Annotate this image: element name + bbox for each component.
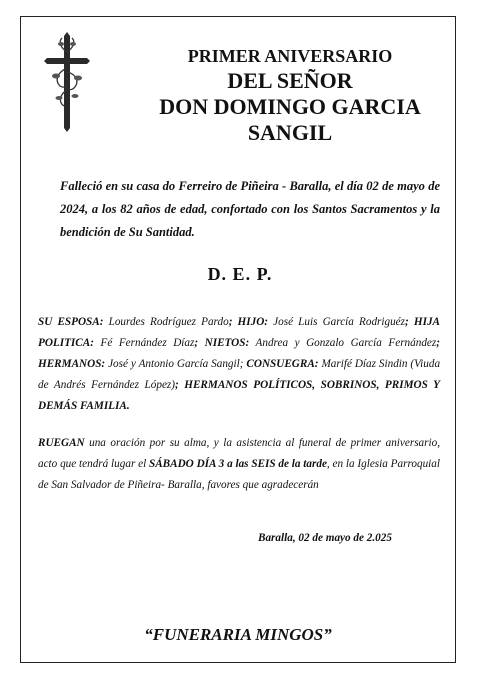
grandchildren-names: Andrea y Gonzalo García Fernández bbox=[255, 337, 437, 349]
family-paragraph bbox=[38, 312, 440, 417]
dep-heading: D. E. P. bbox=[207, 264, 273, 284]
coparent-name: Marifé Díaz Sindin (Viuda de Andrés Fernández López) bbox=[38, 358, 441, 391]
daughter-in-law-label: ; HIJA POLITICA: bbox=[38, 316, 440, 349]
request-paragraph bbox=[38, 433, 440, 496]
spouse-label: SU ESPOSA: bbox=[38, 316, 104, 328]
funeral-time: SÁBADO DÍA 3 a las SEIS de la tarde bbox=[149, 458, 327, 470]
request-label: RUEGAN bbox=[38, 437, 85, 449]
son-name: José Luis García Rodriguéz bbox=[273, 316, 406, 328]
son-label: ; HIJO: bbox=[228, 316, 269, 328]
death-notice-text: Falleció en su casa do Ferreiro de Piñeira - Baralla, el día 02 de mayo de 2024, a los 82 años de edad, confortado con los Santos Sacramentos y la bendición de Su Santidad. bbox=[60, 179, 440, 239]
request-text-2: , en la Iglesia Parroquial de San Salvador de Piñeira- Baralla, favores que agradecerán bbox=[38, 458, 440, 491]
request-text-1: una oración por su alma, y la asistencia al funeral de primer aniversario, acto que tendrá lugar el bbox=[38, 437, 440, 470]
spouse-name: Lourdes Rodríguez Pardo bbox=[108, 316, 229, 328]
heading-surname: SANGIL bbox=[247, 120, 333, 145]
siblings-names: José y Antonio García Sangil; bbox=[108, 358, 244, 370]
heading-anniversary: PRIMER ANIVERSARIO bbox=[187, 46, 393, 66]
daughter-in-law-name: Fé Fernández Díaz bbox=[100, 337, 195, 349]
coparent-label: CONSUEGRA: bbox=[246, 358, 319, 370]
other-family: ; HERMANOS POLÍTICOS, SOBRINOS, PRIMOS Y DEMÁS FAMILIA. bbox=[38, 379, 440, 412]
grandchildren-label: ; NIETOS: bbox=[194, 337, 250, 349]
funeral-home-name: “FUNERARIA MINGOS” bbox=[144, 625, 332, 644]
heading-name: DON DOMINGO GARCIA bbox=[159, 94, 421, 119]
cross-icon bbox=[44, 32, 90, 132]
heading-del-senor: DEL SEÑOR bbox=[227, 68, 353, 93]
siblings-label: ; HERMANOS: bbox=[38, 337, 440, 370]
place-date: Baralla, 02 de mayo de 2.025 bbox=[258, 532, 392, 544]
